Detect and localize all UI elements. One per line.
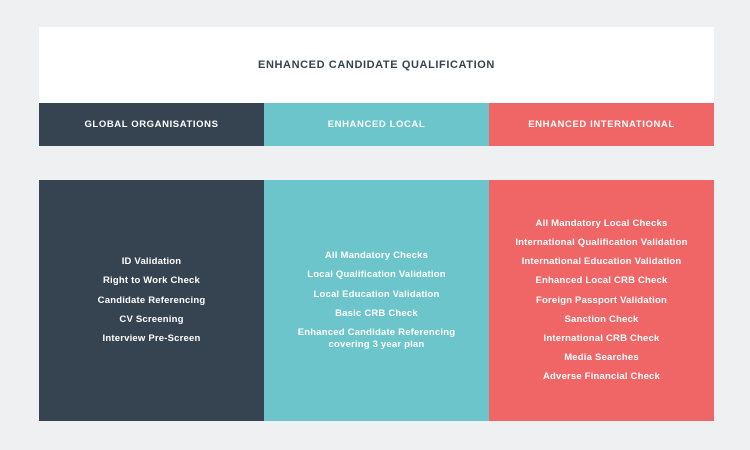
list-item: Local Education Validation	[313, 288, 440, 300]
list-item: CV Screening	[119, 313, 184, 325]
title-banner	[39, 27, 714, 103]
list-item: All Mandatory Local Checks	[535, 217, 668, 229]
column-header-enhanced-international: ENHANCED INTERNATIONAL	[489, 103, 714, 146]
page-title: ENHANCED CANDIDATE QUALIFICATION	[258, 59, 495, 71]
list-item: Sanction Check	[564, 313, 639, 325]
column-header-global-organisations: GLOBAL ORGANISATIONS	[39, 103, 264, 146]
column-body-row	[39, 180, 714, 421]
column-body-global-organisations	[39, 180, 264, 421]
list-item: International Education Validation	[521, 256, 682, 268]
list-item: Right to Work Check	[102, 275, 201, 287]
list-item: International Qualification Validation	[515, 236, 688, 248]
list-item: Basic CRB Check	[335, 307, 418, 319]
list-item: International CRB Check	[543, 332, 660, 344]
list-item: Foreign Passport Validation	[535, 294, 668, 306]
column-body-enhanced-local	[264, 180, 489, 421]
list-item: Enhanced Candidate Referencing covering 3 year plan	[297, 326, 456, 350]
list-item: All Mandatory Checks	[324, 250, 429, 262]
column-header-row	[39, 103, 714, 146]
list-item: Adverse Financial Check	[542, 371, 661, 383]
column-header-enhanced-local: ENHANCED LOCAL	[264, 103, 489, 146]
list-item: Interview Pre-Screen	[102, 332, 201, 344]
list-item: Candidate Referencing	[97, 294, 206, 306]
list-item: Media Searches	[564, 352, 639, 364]
list-item: Local Qualification Validation	[307, 269, 446, 281]
column-body-enhanced-international	[489, 180, 714, 421]
list-item: Enhanced Local CRB Check	[535, 275, 668, 287]
list-item: ID Validation	[121, 256, 182, 268]
